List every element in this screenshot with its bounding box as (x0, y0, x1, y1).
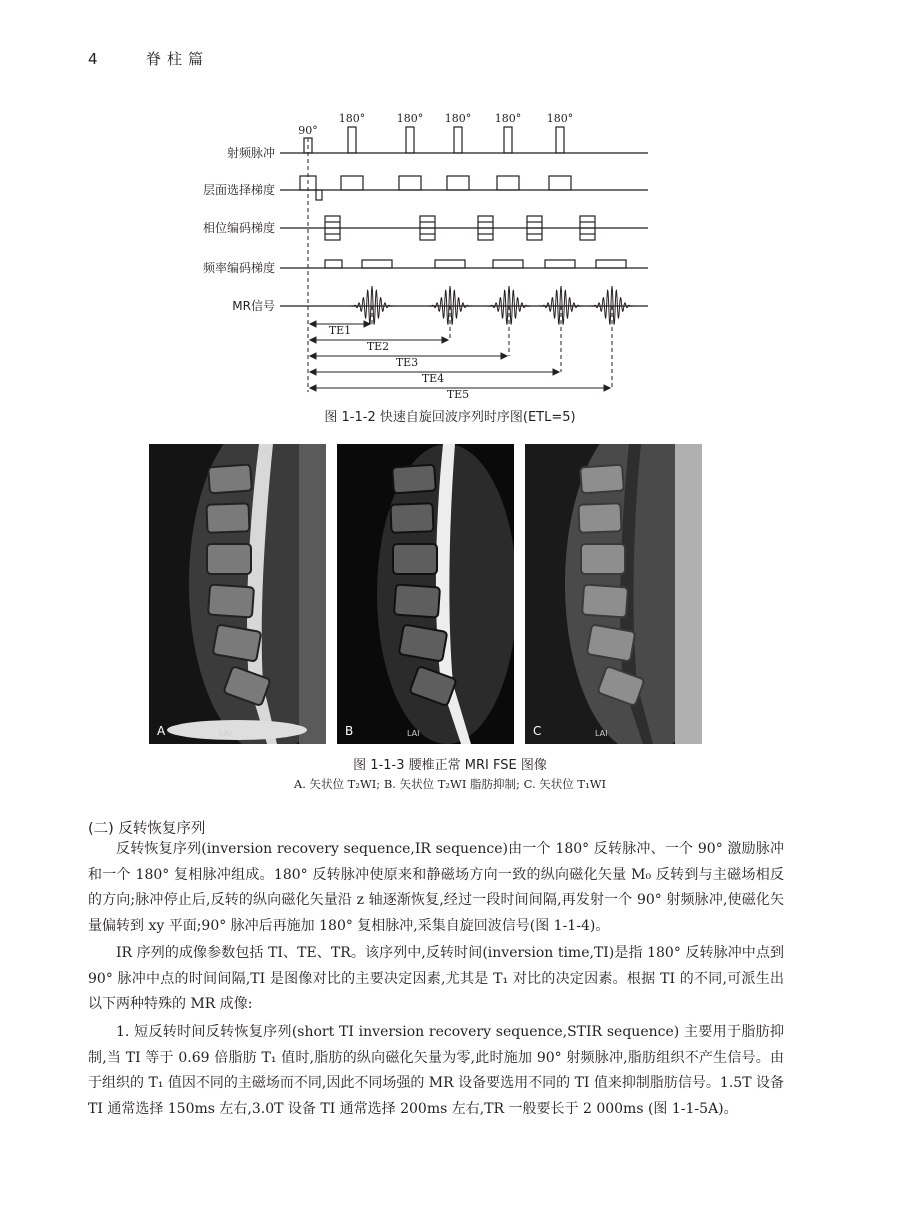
body-paragraph-1 (88, 837, 784, 939)
te1-label: TE1 (328, 324, 352, 337)
mri-image-b (337, 444, 514, 744)
row-label-phase: 相位编码梯度 (202, 221, 275, 235)
paragraph-text: IR 序列的成像参数包括 TI、TE、TR。该序列中,反转时间(inversion time,TI)是指 180° 反转脉冲中点到 90° 脉冲中点的时间间隔,TI 是图像对比的主要决定因素,尤其是 T₁ 对比的决定因素。根据 TI 的不同,可派生出以下两种特殊的 MR 成像: (88, 945, 784, 1012)
row-label-slice: 层面选择梯度 (202, 183, 275, 197)
te2-label: TE2 (366, 340, 390, 353)
echo-signal-5 (590, 286, 634, 325)
echo-signal-1 (350, 286, 394, 325)
mri-panel-b (337, 444, 514, 744)
flip-label-180-3: 180° (444, 112, 472, 125)
panel-orientation-a: LAI (219, 729, 232, 738)
paragraph-text: 反转恢复序列(inversion recovery sequence,IR sequence)由一个 180° 反转脉冲、一个 90° 激励脉冲和一个 180° 复相脉冲组成。180° 反转脉冲使原来和静磁场方向一致的纵向磁化矢量 M₀ 反转到与主磁场相反的方向;脉冲停止后,反转的纵向磁化矢量沿 z 轴逐渐恢复,经过一段时间间隔,再发射一个 90° 射频脉冲,使磁化矢量偏转到 xy 平面;90° 脉冲后再施加 180° 复相脉冲,采集自旋回波信号(图 1-1-4)。 (88, 841, 784, 934)
echo-signal-3 (487, 286, 531, 325)
fse-timing-diagram (0, 0, 900, 420)
echo-signal-4 (539, 286, 583, 325)
row-label-rf: 射频脉冲 (226, 146, 275, 160)
panel-orientation-c: LAI (595, 729, 608, 738)
flip-label-180-1: 180° (338, 112, 366, 125)
mri-image-c (525, 444, 702, 744)
panel-letter-b: B (345, 724, 354, 738)
panel-orientation-b: LAI (407, 729, 420, 738)
mri-image-a (149, 444, 326, 744)
mri-panel-a (149, 444, 326, 744)
body-paragraph-2 (88, 941, 784, 1018)
panel-letter-a: A (157, 724, 166, 738)
te5-label: TE5 (446, 388, 470, 401)
section-heading: (二) 反转恢复序列 (88, 821, 206, 837)
figure-1-1-3-caption: 图 1-1-3 腰椎正常 MRI FSE 图像 (353, 758, 547, 773)
running-title: 脊柱篇 (146, 50, 210, 68)
flip-label-90: 90° (298, 124, 318, 137)
flip-label-180-2: 180° (396, 112, 424, 125)
te3-label: TE3 (395, 356, 419, 369)
flip-label-180-5: 180° (546, 112, 574, 125)
row-label-frequency: 频率编码梯度 (202, 261, 275, 275)
body-paragraph-3 (88, 1020, 784, 1122)
page-number: 4 (88, 50, 98, 68)
echo-signal-2 (428, 286, 472, 325)
figure-1-1-3-subcaption: A. 矢状位 T₂WI; B. 矢状位 T₂WI 脂肪抑制; C. 矢状位 T₁WI (293, 777, 607, 791)
te4-label: TE4 (421, 372, 445, 385)
mri-panel-c (525, 444, 702, 744)
row-label-signal: MR信号 (232, 299, 275, 313)
figure-1-1-2-caption: 图 1-1-2 快速自旋回波序列时序图(ETL=5) (324, 410, 576, 425)
paragraph-text: 1. 短反转时间反转恢复序列(short TI inversion recovery sequence,STIR sequence) 主要用于脂肪抑制,当 TI 等于 0.69 倍脂肪 T₁ 值时,脂肪的纵向磁化矢量为零,此时施加 90° 射频脉冲,脂肪组织不产生信号。由于组织的 T₁ 值因不同的主磁场而不同,因此不同场强的 MR 设备要选用不同的 TI 值来抑制脂肪信号。1.5T 设备 TI 通常选择 150ms 左右,3.0T 设备 TI 通常选择 200ms 左右,TR 一般要长于 2 000ms (图 1-1-5A)。 (88, 1024, 784, 1117)
panel-letter-c: C (533, 724, 542, 738)
flip-label-180-4: 180° (494, 112, 522, 125)
